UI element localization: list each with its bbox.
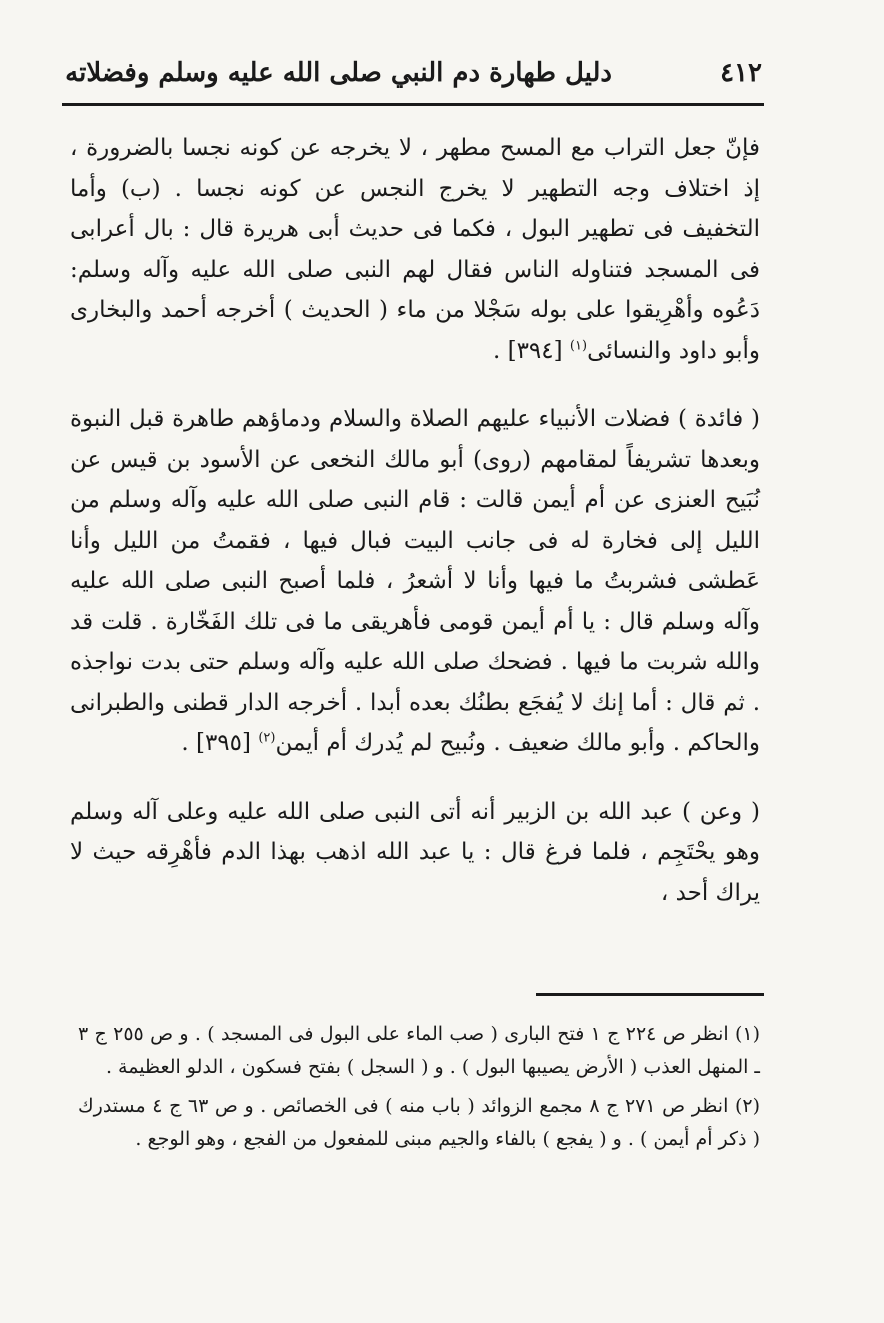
hadith-number: [٣٩٥] . <box>181 730 259 756</box>
footnote-rule <box>536 993 764 996</box>
paragraph <box>70 792 760 914</box>
header-rule <box>62 103 764 106</box>
footnote-ref: (٢) <box>258 730 276 746</box>
page-header <box>62 52 762 102</box>
paragraph-text: ( وعن ) عبد الله بن الزبير أنه أتى النبى صلى الله عليه وعلى آله وسلم وهو يحْتَجِم ، فلما فرغ قال : يا عبد الله اذهب بهذا الدم فأهْرِقه حيث لا يراك أحد ، <box>70 798 760 906</box>
footnote: (٢) انظر ص ٢٧١ ج ٨ مجمع الزوائد ( باب منه ) فى الخصائص . و ص ٦٣ ج ٤ مستدرك ( ذكر أم أيمن ) . و ( يفجع ) بالفاء والجيم مبنى للمفعول من الفجع ، وهو الوجع . <box>78 1095 761 1150</box>
running-title: دليل طهارة دم النبي صلى الله عليه وسلم وفضلاته <box>65 58 612 88</box>
hadith-number: [٣٩٤] . <box>492 337 570 364</box>
footnote: (١) انظر ص ٢٢٤ ج ١ فتح البارى ( صب الماء على البول فى المسجد ) . و ص ٢٥٥ ج ٣ ـ المنهل العذب ( الأرض يصيبها البول ) . و ( السجل ) بفتح فسكون ، الدلو العظيمة . <box>78 1023 761 1078</box>
paragraph <box>70 128 760 371</box>
paragraph-text: فإنّ جعل التراب مع المسح مطهر ، لا يخرجه عن كونه نجسا بالضرورة ، إذ اختلاف وجه التطهير لا يخرج النجس عن كونه نجسا . (ب) وأما التخفيف فى تطهير البول ، فكما فى حديث أبى هريرة قال : بال أعرابى فى المسجد فتناوله الناس فقال لهم النبى صلى الله عليه وآله وسلم: دَعُوه وأهْرِيقوا على بوله سَجْلا من ماء ( الحديث ) أخرجه أحمد والبخارى وأبو داود والنسائى <box>70 135 760 364</box>
footnote-ref: (١) <box>569 337 588 353</box>
page-number: ٤١٢ <box>720 58 762 88</box>
paragraph <box>70 399 760 764</box>
main-text <box>70 128 760 913</box>
footnotes <box>78 1018 760 1156</box>
paragraph-text: ( فائدة ) فضلات الأنبياء عليهم الصلاة والسلام ودماؤهم طاهرة قبل النبوة وبعدها تشريفاً لمقامهم (روى) أبو مالك النخعى عن الأسود بن قيس عن نُبَيح العنزى عن أم أيمن قالت : قام النبى صلى الله عليه وآله وسلم من الليل إلى فخارة له فى جانب البيت فبال فيها ، فقمتُ من الليل وأنا عَطشى فشربتُ ما فيها وأنا لا أشعرُ ، فلما أصبح النبى صلى الله عليه وآله وسلم قال : يا أم أيمن قومى فأهريقى ما فى تلك الفَخّارة . قلت قد والله شربت ما فيها . فضحك صلى الله عليه وآله وسلم حتى بدت نواجذه . ثم قال : أما إنك لا يُفجَع بطنُك بعده أبدا . أخرجه الدار قطنى والطبرانى والحاكم . وأبو مالك ضعيف . ونُبيح لم يُدرك أم أيمن <box>70 406 760 756</box>
